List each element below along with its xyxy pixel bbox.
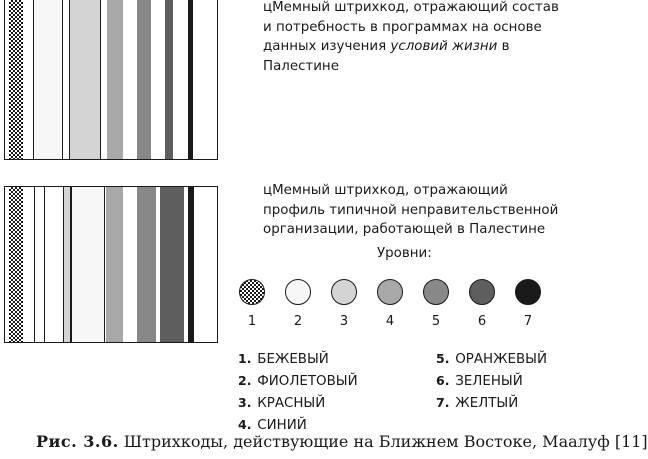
figure-caption: Рис. 3.6. Штрихкоды, действующие на Ближнем Востоке, Маалуф [11]	[36, 432, 648, 451]
bar-level-5	[137, 0, 151, 159]
legend-item: 6. ЗЕЛЕНЫЙ	[436, 373, 523, 389]
barcode-2-description: цМемный штрихкод, отражающий профиль типичной неправительственной организации, работающей в Палестине	[263, 183, 559, 237]
bar-level-4	[106, 187, 123, 342]
level-number: 2	[293, 314, 303, 329]
bar-level-7	[188, 0, 193, 159]
bar-level-1	[9, 187, 23, 342]
bar-level-4	[107, 0, 123, 159]
level-number: 6	[477, 314, 487, 329]
level-number: 4	[385, 314, 395, 329]
bar-level-3	[69, 0, 101, 159]
bar-level-2	[71, 187, 105, 342]
level-4-swatch	[377, 279, 403, 305]
level-number: 3	[339, 314, 349, 329]
bar-level-3	[63, 187, 71, 342]
bar-level-6	[160, 187, 184, 342]
bar-level-6	[165, 0, 173, 159]
bar-divider	[34, 187, 35, 342]
barcode-ngo-profile	[4, 186, 218, 343]
bar-divider	[44, 187, 45, 342]
legend-item: 3. КРАСНЫЙ	[238, 395, 326, 411]
barcode-1-description: цМемный штрихкод, отражающий состав и потребность в программах на основе данных изучения условий жизни в Палестине	[263, 0, 559, 74]
bar-level-2	[33, 0, 63, 159]
level-3-swatch	[331, 279, 357, 305]
level-6-swatch	[469, 279, 495, 305]
level-number: 5	[431, 314, 441, 329]
legend-item: 4. СИНИЙ	[238, 417, 307, 433]
level-number: 7	[523, 314, 533, 329]
levels-title: Уровни:	[377, 246, 432, 261]
legend-item: 2. ФИОЛЕТОВЫЙ	[238, 373, 358, 389]
bar-level-5	[137, 187, 156, 342]
barcode-living-conditions	[4, 0, 218, 160]
level-2-swatch	[285, 279, 311, 305]
legend-item: 7. ЖЕЛТЫЙ	[436, 395, 519, 411]
legend-item: 5. ОРАНЖЕВЫЙ	[436, 351, 548, 367]
level-5-swatch	[423, 279, 449, 305]
level-1-swatch	[239, 279, 265, 305]
bar-level-7	[188, 187, 194, 342]
level-7-swatch	[515, 279, 541, 305]
legend-item: 1. БЕЖЕВЫЙ	[238, 351, 329, 367]
bar-level-1	[9, 0, 23, 159]
level-number: 1	[247, 314, 257, 329]
